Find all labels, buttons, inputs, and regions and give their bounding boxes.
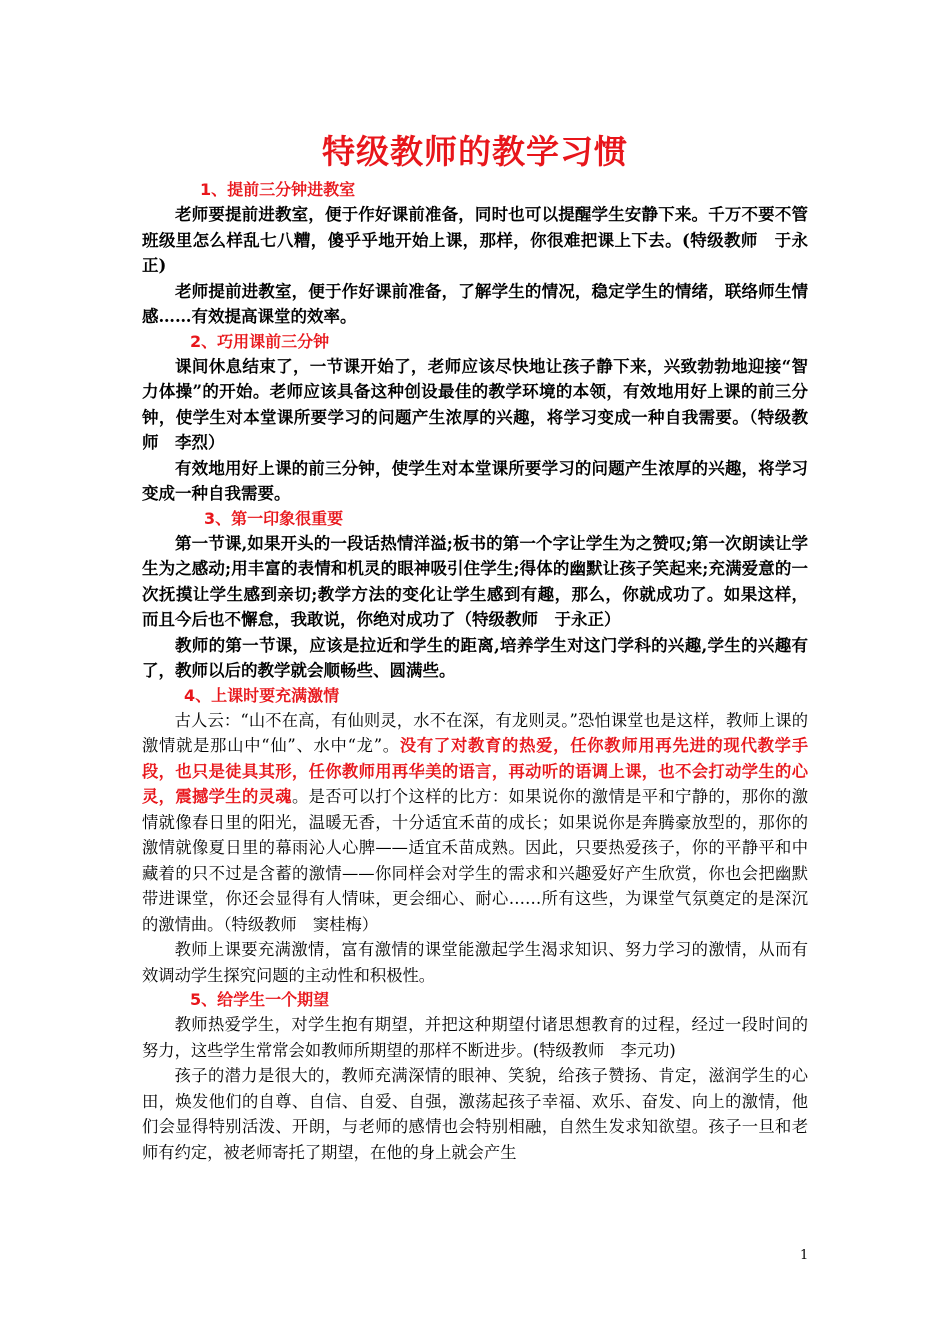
highlighted-text: 没有了对教育的热爱，任你教师用再先进的现代教学手段，也只是徒具其形，任你教师用再华美的语言，再动听的语调上课，也不会打动学生的心灵，震撼学生的灵魂 — [142, 736, 808, 806]
paragraph: 教师热爱学生，对学生抱有期望，并把这种期望付诸思想教育的过程，经过一段时间的努力，这些学生常常会如教师所期望的那样不断进步。(特级教师 李元功) — [142, 1015, 808, 1060]
section-heading-3: 3、第一印象很重要 — [204, 508, 344, 528]
paragraph: 老师提前进教室，便于作好课前准备，了解学生的情况，稳定学生的情绪，联络师生情感……有效提高课堂的效率。 — [142, 281, 808, 326]
paragraph — [142, 708, 808, 938]
section-heading-5: 5、给学生一个期望 — [190, 990, 330, 1009]
paragraph: 教师上课要充满激情，富有激情的课堂能激起学生渴求知识、努力学习的激情，从而有效调动学生探究问题的主动性和积极性。 — [142, 940, 808, 985]
section-heading-2: 2、巧用课前三分钟 — [190, 331, 330, 351]
page-number: 1 — [800, 1248, 809, 1263]
paragraph: 有效地用好上课的前三分钟，使学生对本堂课所要学习的问题产生浓厚的兴趣，将学习变成一种自我需要。 — [142, 458, 808, 503]
paragraph-text: 。是否可以打个这样的比方：如果说你的激情是平和宁静的，那你的激情就像春日里的阳光，温暖无香，十分适宜禾苗的成长；如果说你是奔腾豪放型的，那你的激情就像夏日里的幕雨沁人心脾——适宜禾苗成熟。因此，只要热爱孩子，你的平静平和中藏着的只不过是含蓄的激情——你同样会对学生的需求和兴趣爱好产生欣赏，你也会把幽默带进课堂，你还会显得有人情味，更会细心、耐心……所有这些，为课堂气氛奠定的是深沉的激情曲。（特级教师 窦桂梅） — [142, 787, 808, 934]
paragraph: 孩子的潜力是很大的，教师充满深情的眼神、笑貌，给孩子赞扬、肯定，滋润学生的心田，焕发他们的自尊、自信、自爱、自强，激荡起孩子幸福、欢乐、奋发、向上的激情，他们会显得特别活泼、开朗，与老师的感情也会特别相融，自然生发求知欲望。孩子一旦和老师有约定，被老师寄托了期望，在他的身上就会产生 — [142, 1066, 808, 1162]
paragraph-text: 古人云：“山不在高，有仙则灵，水不在深，有龙则灵。”恐怕课堂也是这样，教师上课的激情就是那山中“仙”、水中“龙”。 — [142, 710, 808, 755]
paragraph: 第一节课,如果开头的一段话热情洋溢;板书的第一个字让学生为之赞叹;第一次朗读让学生为之感动;用丰富的表情和机灵的眼神吸引住学生;得体的幽默让孩子笑起来;充满爱意的一次抚摸让学生感到亲切;教学方法的变化让学生感到有趣，那么，你就成功了。如果这样，而且今后也不懈怠，我敢说，你绝对成功了（特级教师 于永正） — [142, 533, 808, 629]
paragraph: 教师的第一节课，应该是拉近和学生的距离,培养学生对这门学科的兴趣,学生的兴趣有了，教师以后的教学就会顺畅些、圆满些。 — [142, 635, 808, 680]
section-heading-4: 4、上课时要充满激情 — [184, 685, 340, 705]
paragraph: 课间休息结束了，一节课开始了，老师应该尽快地让孩子静下来，兴致勃勃地迎接“智力体操”的开始。老师应该具备这种创设最佳的教学环境的本领，有效地用好上课的前三分钟，使学生对本堂课所要学习的问题产生浓厚的兴趣，将学习变成一种自我需要。（特级教师 李烈） — [142, 356, 808, 452]
document-body — [142, 132, 808, 1165]
paragraph: 老师要提前进教室，便于作好课前准备，同时也可以提醒学生安静下来。千万不要不管班级里怎么样乱七八糟，傻乎乎地开始上课，那样，你很难把课上下去。(特级教师 于永正) — [142, 205, 808, 275]
section-heading-1: 1、提前三分钟进教室 — [200, 180, 356, 199]
document-title: 特级教师的教学习惯 — [322, 132, 628, 171]
